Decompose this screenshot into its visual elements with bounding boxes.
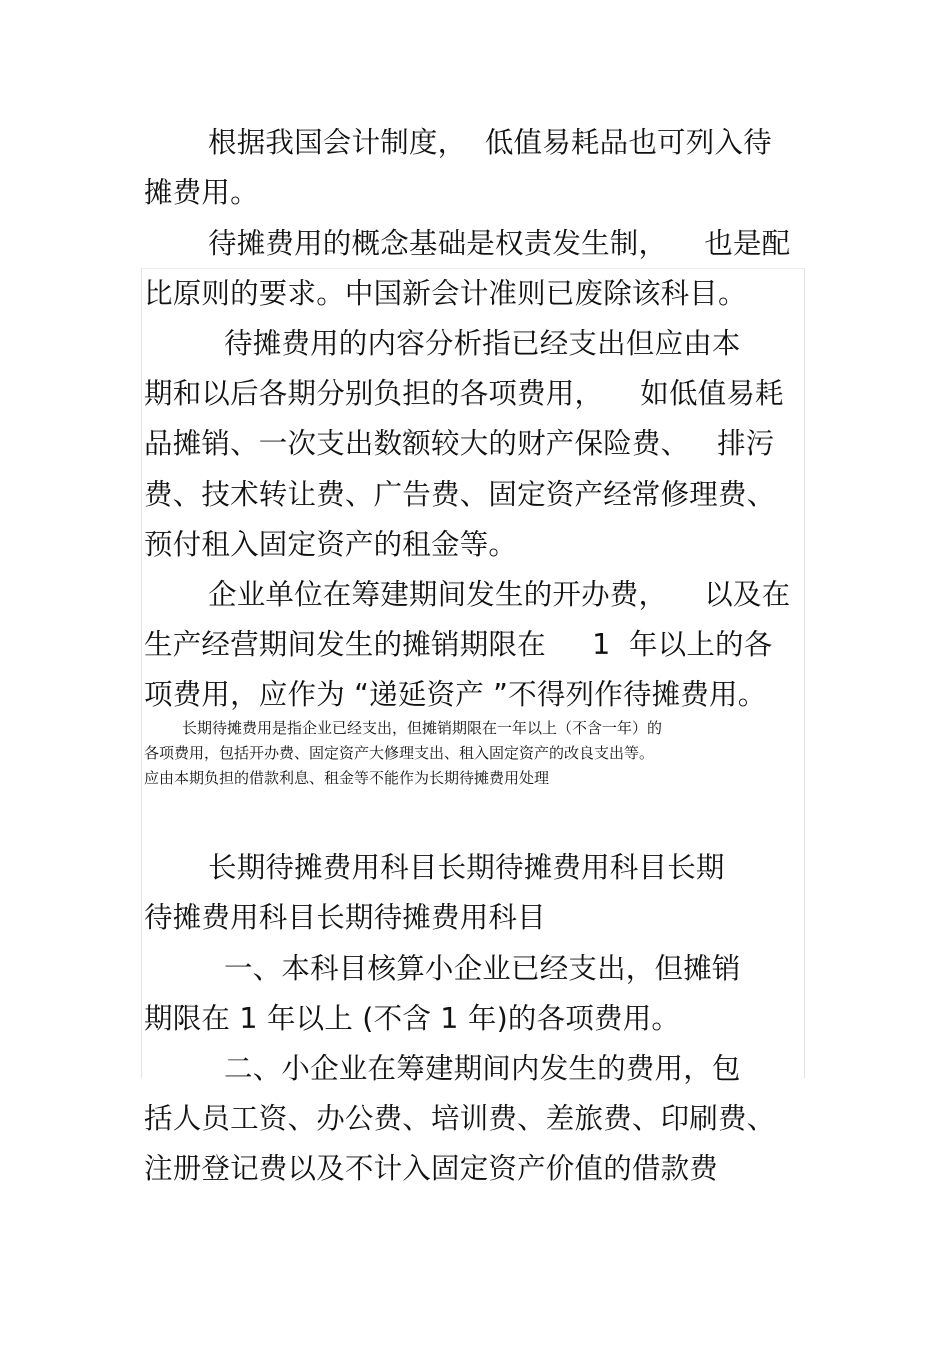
paragraph-4-line-2: 生产经营期间发生的摊销期限在 1 年以上的各 [144,628,773,661]
paragraph-1-line-1: 根据我国会计制度， 低值易耗品也可列入待 [208,126,772,159]
paragraph-3-line-4: 费、技术转让费、广告费、固定资产经常修理费、 [144,478,776,511]
paragraph-6-line-2: 期限在 1 年以上 (不含 1 年)的各项费用。 [144,1002,681,1035]
paragraph-3-line-5: 预付租入固定资产的租金等。 [144,528,518,561]
paragraph-3-line-2: 期和以后各期分别负担的各项费用， 如低值易耗 [144,377,784,410]
paragraph-6-line-1: 一、本科目核算小企业已经支出，但摊销 [224,952,741,985]
paragraph-1-line-2: 摊费用。 [144,176,259,209]
paragraph-5-line-1: 长期待摊费用科目长期待摊费用科目长期 [208,851,725,884]
note-line-1: 长期待摊费用是指企业已经支出，但摊销期限在一年以上（不含一年）的 [182,719,663,737]
paragraph-2-line-1: 待摊费用的概念基础是权责发生制， 也是配 [208,227,791,260]
paragraph-4-line-3: 项费用，应作为 “递延资产 ”不得列作待摊费用。 [144,678,767,711]
paragraph-3-line-3: 品摊销、一次支出数额较大的财产保险费、 排污 [144,427,775,460]
paragraph-2-line-2: 比原则的要求。中国新会计准则已废除该科目。 [144,277,747,310]
note-line-2: 各项费用，包括开办费、固定资产大修理支出、租入固定资产的改良支出等。 [144,744,655,762]
note-line-3: 应由本期负担的借款利息、租金等不能作为长期待摊费用处理 [144,769,550,787]
paragraph-4-line-1: 企业单位在筹建期间发生的开办费， 以及在 [208,578,791,611]
paragraph-7-line-1: 二、小企业在筹建期间内发生的费用，包 [224,1052,741,1085]
paragraph-7-line-3: 注册登记费以及不计入固定资产价值的借款费 [144,1152,719,1185]
paragraph-5-line-2: 待摊费用科目长期待摊费用科目 [144,901,546,934]
paragraph-3-line-1: 待摊费用的内容分析指已经支出但应由本 [224,327,741,360]
paragraph-7-line-2: 括人员工资、办公费、培训费、差旅费、印刷费、 [144,1102,776,1135]
